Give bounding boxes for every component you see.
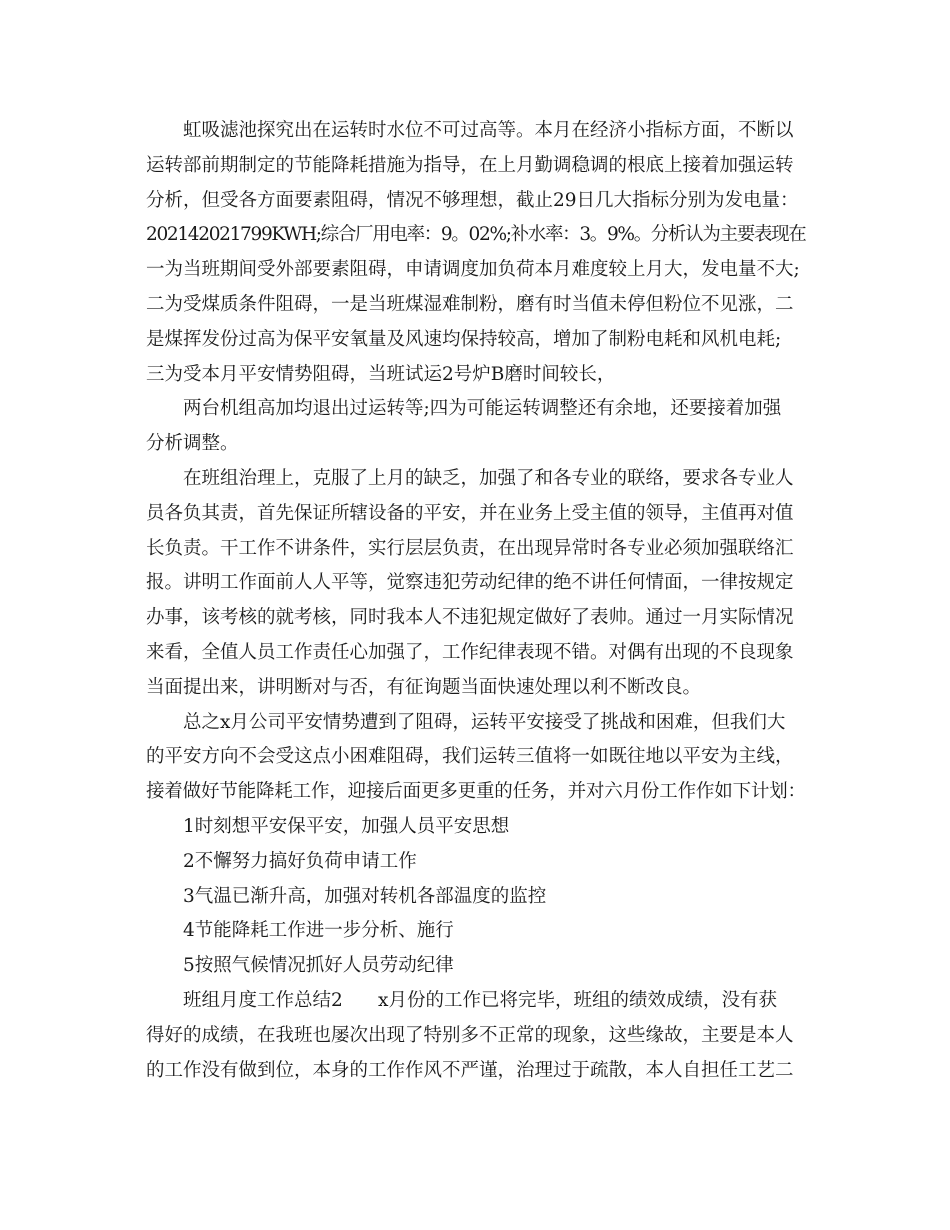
text-line: 的平安方向不会受这点小困难阻碍，我们运转三值将一如既往地以平安为主线， bbox=[146, 746, 794, 768]
text-line: 总之x月公司平安情势遭到了阻碍，运转平安接受了挑战和困难，但我们大 bbox=[183, 711, 786, 733]
text-line: 一为当班期间受外部要素阻碍，申请调度加负荷本月难度较上月大，发电量不大; bbox=[146, 259, 800, 281]
text-line: 员各负其责，首先保证所辖设备的平安，并在业务上受主值的领导，主值再对值 bbox=[146, 502, 794, 524]
document-body bbox=[146, 114, 806, 1088]
text-line: 分析调整。 bbox=[146, 433, 239, 455]
list-item: 4节能降耗工作进一步分析、施行 bbox=[183, 920, 454, 942]
text-line: 办事，该考核的就考核，同时我本人不违犯规定做好了表帅。通过一月实际情况 bbox=[146, 607, 794, 629]
text-line: 两台机组高加均退出过运转等;四为可能运转调整还有余地，还要接着加强 bbox=[183, 398, 782, 420]
list-item: 1时刻想平安保平安，加强人员平安思想 bbox=[183, 815, 510, 837]
text-line: 报。讲明工作面前人人平等，觉察违犯劳动纪律的绝不讲任何情面，一律按规定 bbox=[146, 572, 794, 594]
text-line: 当面提出来，讲明断对与否，有征询题当面快速处理以利不断改良。 bbox=[146, 676, 702, 698]
list-item: 3气温已渐升高，加强对转机各部温度的监控 bbox=[183, 885, 547, 907]
text-line: 长负责。干工作不讲条件，实行层层负责，在出现异常时各专业必须加强联络汇 bbox=[146, 537, 794, 559]
text-line: 运转部前期制定的节能降耗措施为指导，在上月勤调稳调的根底上接着加强运转 bbox=[146, 154, 794, 176]
text-line: 班组月度工作总结2 x月份的工作已将完毕，班组的绩效成绩，没有获 bbox=[183, 989, 777, 1011]
text-line: 在班组治理上，克服了上月的缺乏，加强了和各专业的联络，要求各专业人 bbox=[183, 467, 794, 489]
text-line: 得好的成绩，在我班也屡次出现了特别多不正常的现象，这些缘故，主要是本人 bbox=[146, 1024, 794, 1046]
text-line: 是煤挥发份过高为保平安氧量及风速均保持较高，增加了制粉电耗和风机电耗; bbox=[146, 328, 782, 350]
text-line: 来看，全值人员工作责任心加强了，工作纪律表现不错。对偶有出现的不良现象 bbox=[146, 641, 794, 663]
list-item: 2不懈努力搞好负荷申请工作 bbox=[183, 850, 417, 872]
text-line: 的工作没有做到位，本身的工作作风不严谨，治理过于疏散，本人自担任工艺二 bbox=[146, 1059, 794, 1081]
text-line: 二为受煤质条件阻碍，一是当班煤湿难制粉，磨有时当值未停但粉位不见涨，二 bbox=[146, 293, 794, 315]
text-line: 三为受本月平安情势阻碍，当班试运2号炉B磨时间较长， bbox=[146, 363, 616, 385]
text-line: 虹吸滤池探究出在运转时水位不可过高等。本月在经济小指标方面，不断以 bbox=[183, 120, 794, 141]
text-line: 202142021799KWH;综合厂用电率：9。02%;补水率：3。9%。分析认为主要表现在 bbox=[146, 224, 806, 246]
text-line: 接着做好节能降耗工作，迎接后面更多更重的任务，并对六月份工作作如下计划： bbox=[146, 781, 806, 803]
list-item: 5按照气候情况抓好人员劳动纪律 bbox=[183, 955, 454, 977]
text-line: 分析，但受各方面要素阻碍，情况不够理想，截止29日几大指标分别为发电量： bbox=[146, 189, 799, 211]
